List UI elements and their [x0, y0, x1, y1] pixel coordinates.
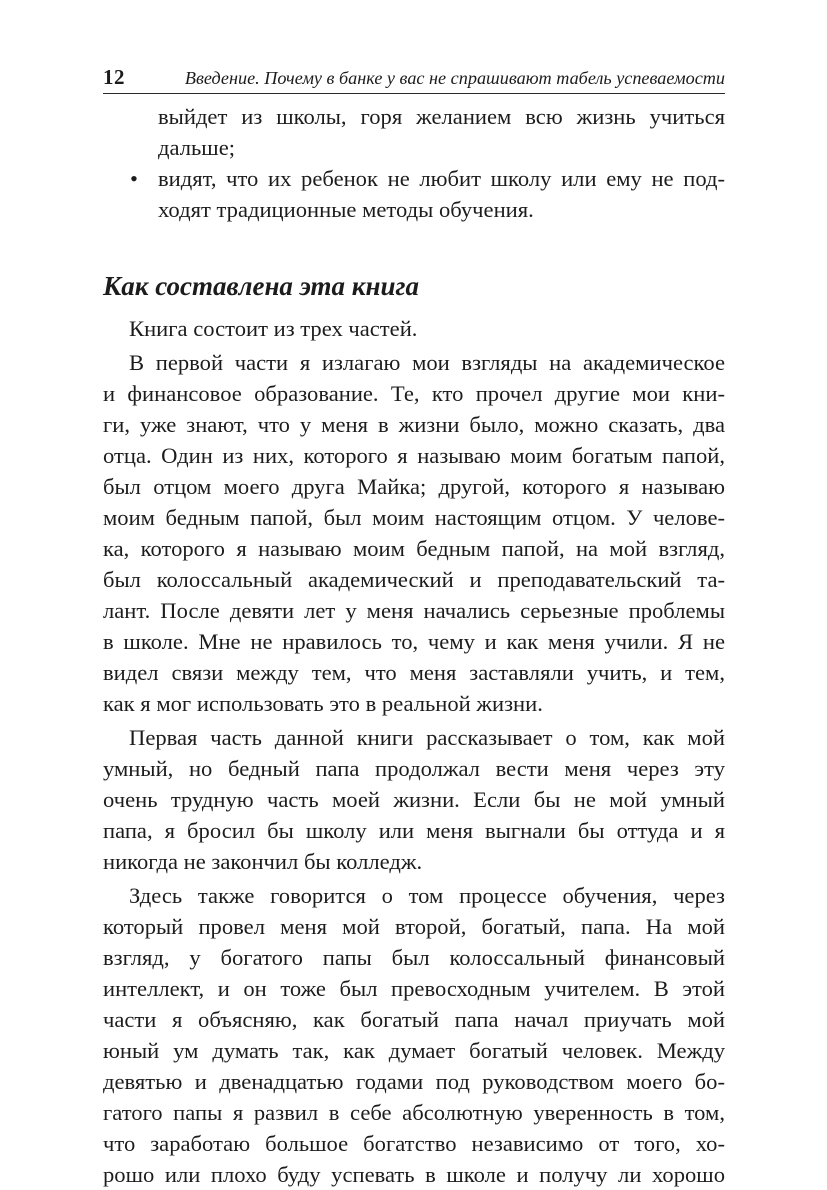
text-line: девятью и двенадцатью годами под руководством моего бо-	[103, 1069, 725, 1094]
text-line: ги, уже знают, что у меня в жизни было, можно сказать, два	[103, 412, 725, 437]
text-line: выйдет из школы, горя желанием всю жизнь учиться	[158, 104, 725, 129]
text-line: который провел меня мой второй, богатый, папа. На мой	[103, 914, 725, 939]
text-line: в школе. Мне не нравилось то, чему и как меня учили. Я не	[103, 629, 725, 654]
running-title: Введение. Почему в банке у вас не спрашивают табель успеваемости	[184, 68, 725, 88]
paragraph-1	[103, 313, 725, 344]
text-line: В первой части я излагаю мои взгляды на академическое	[129, 350, 725, 375]
body-text	[103, 101, 725, 1190]
text-line: никогда не закончил бы колледж.	[103, 849, 423, 874]
text-line: ходят традиционные методы обучения.	[158, 197, 534, 222]
text-line: видят, что их ребенок не любит школу или ему не под-	[158, 166, 725, 191]
text-line: взгляд, у богатого папы был колоссальный финансовый	[103, 945, 725, 970]
text-line: моим бедным папой, был моим настоящим отцом. У челове-	[103, 505, 725, 530]
book-page	[103, 0, 725, 1187]
text-line: части я объясняю, как богатый папа начал приучать мой	[103, 1007, 725, 1032]
text-line: видел связи между тем, что меня заставляли учить, и тем,	[103, 660, 725, 685]
paragraph-4	[103, 880, 725, 1190]
text-line: лант. После девяти лет у меня начались серьезные проблемы	[103, 598, 725, 623]
text-line: отца. Один из них, которого я называю моим богатым папой,	[103, 443, 725, 468]
paragraph-2	[103, 347, 725, 719]
text-line: юный ум думать так, как думает богатый человек. Между	[103, 1038, 725, 1063]
text-line: очень трудную часть моей жизни. Если бы не мой умный	[103, 787, 725, 812]
text-line: был колоссальный академический и преподавательский та-	[103, 567, 725, 592]
text-line: и финансовое образование. Те, кто прочел другие мои кни-	[103, 381, 725, 406]
text-line: папа, я бросил бы школу или меня выгнали бы оттуда и я	[103, 818, 725, 843]
text-line: Здесь также говорится о том процессе обучения, через	[129, 883, 725, 908]
page-number: 12	[103, 65, 125, 89]
text-line: ка, которого я называю моим бедным папой, на мой взгляд,	[103, 536, 725, 561]
text-line: умный, но бедный папа продолжал вести меня через эту	[103, 756, 725, 781]
list-continuation	[103, 101, 725, 163]
bullet-item	[103, 163, 725, 225]
text-line: Книга состоит из трех частей.	[129, 316, 418, 341]
text-line: рошо или плохо буду успевать в школе и получу ли хорошо	[103, 1162, 725, 1187]
text-line: что заработаю большое богатство независимо от того, хо-	[103, 1131, 725, 1156]
text-line: интеллект, и он тоже был превосходным учителем. В этой	[103, 976, 725, 1001]
text-line: Первая часть данной книги рассказывает о том, как мой	[129, 725, 725, 750]
bullet-icon: •	[130, 166, 138, 191]
text-line: гатого папы я развил в себе абсолютную уверенность в том,	[103, 1100, 725, 1125]
running-header	[103, 63, 725, 94]
section-heading: Как составлена эта книга	[103, 271, 419, 301]
paragraph-3	[103, 722, 725, 877]
text-line: как я мог использовать это в реальной жизни.	[103, 691, 543, 716]
text-line: был отцом моего друга Майка; другой, которого я называю	[103, 474, 725, 499]
text-line: дальше;	[158, 135, 236, 160]
